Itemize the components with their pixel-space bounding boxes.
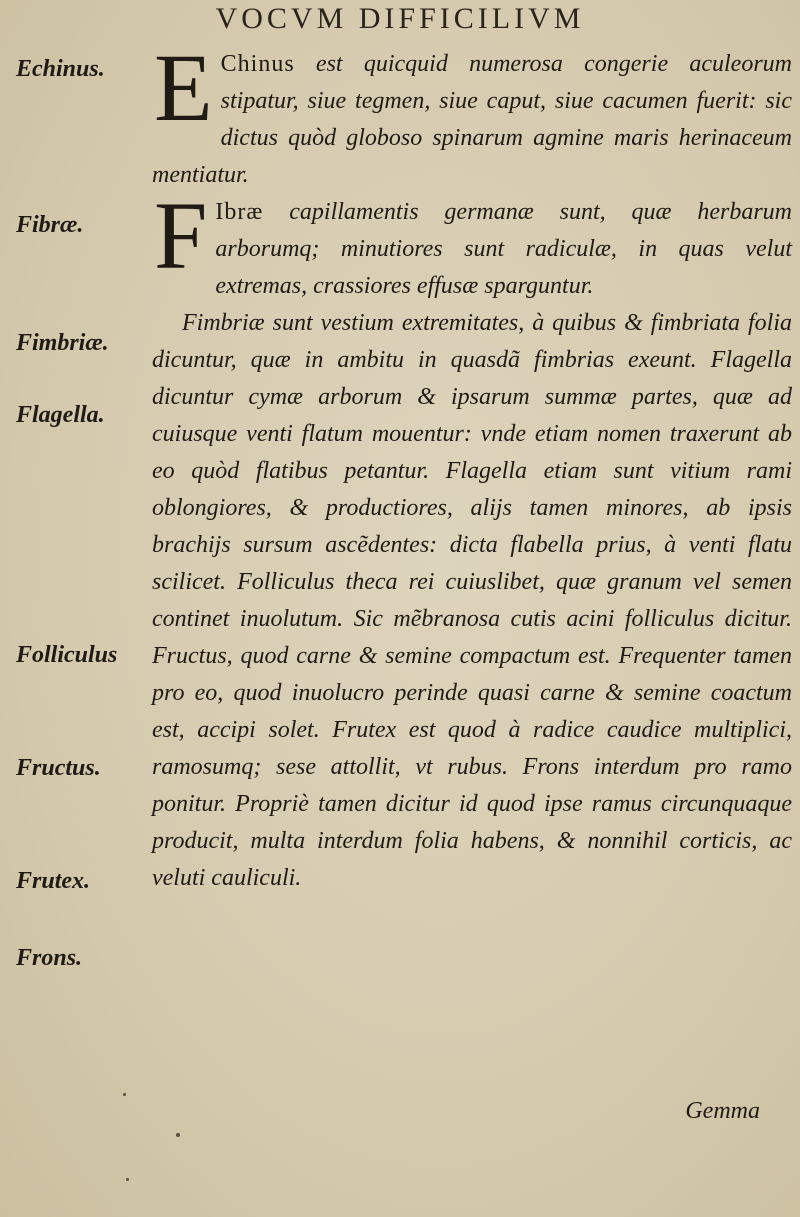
entry-folliculus: Folliculus theca rei cuiuslibet, quæ granum vel semen continet inuolutum. Sic mẽbranosa cutis acini folliculus dicitur. <box>152 569 792 632</box>
margin-notes <box>0 0 150 1217</box>
entry-flagella: Flagella dicuntur cymæ arborum & ipsarum summæ partes, quæ ad cuiusque venti flatum mouentur: vnde etiam nomen traxerunt ab eo quòd flatibus petantur. Flagella etiam sunt vitium rami oblongiores, & productiores, alijs tamen minores, ab ipsis brachijs sursum ascẽdentes: dicta flabella prius, à venti flatu scilicet. <box>152 347 792 595</box>
entry-text: est quicquid numerosa congerie aculeorum stipatur, siue tegmen, siue caput, siue cacumen fuerit: sic dictus quòd globoso spinarum agmine maris herinaceum mentiatur. <box>152 51 792 188</box>
entry-lede: Ibræ <box>215 199 264 225</box>
running-head: VOCVM DIFFICILIVM <box>215 2 585 35</box>
entry-fibrae <box>152 182 792 305</box>
entry-lede: Chinus <box>220 51 295 77</box>
entry-echinus <box>152 34 792 194</box>
entry-text: capillamentis germanæ sunt, quæ herbarum arborumq; minutiores sunt radiculæ, in quas velut extremas, crassiores effusæ sparguntur. <box>215 199 792 299</box>
body-text <box>152 34 793 897</box>
ink-speck <box>126 1178 129 1181</box>
margin-note-frutex: Frutex. <box>16 868 91 894</box>
catchword: Gemma <box>685 1098 760 1124</box>
entry-frutex: Frutex est quod à radice caudice multiplici, ramosumq; sese attollit, vt rubus. <box>152 717 792 780</box>
entry-fimbriae: Fimbriæ sunt vestium extremitates, à quibus & fimbriata folia dicuntur, quæ in ambitu in quasdã fimbrias exeunt. <box>152 310 792 373</box>
ink-speck <box>176 1133 180 1137</box>
margin-note-fructus: Fructus. <box>16 755 101 781</box>
margin-note-fibrae: Fibræ. <box>16 212 84 238</box>
margin-note-flagella: Flagella. <box>16 402 105 428</box>
margin-note-folliculus: Folliculus <box>16 642 118 668</box>
margin-note-fimbriae: Fimbriæ. <box>16 330 109 356</box>
drop-cap-e: E <box>154 34 213 141</box>
entry-fimbriae-group <box>152 305 792 897</box>
margin-note-frons: Frons. <box>16 945 83 971</box>
drop-cap-f: F <box>154 182 208 289</box>
ink-speck <box>123 1093 126 1096</box>
entry-frons: Frons interdum pro ramo ponitur. Propriè tamen dicitur id quod ipse ramus circunquaque producit, multa interdum folia habens, & nonnihil corticis, ac veluti cauliculi. <box>152 754 793 891</box>
margin-note-echinus: Echinus. <box>16 56 105 82</box>
entry-fructus: Fructus, quod carne & semine compactum est. Frequenter tamen pro eo, quod inuolucro perinde quasi carne & semine coactum est, accipi solet. <box>152 643 792 743</box>
